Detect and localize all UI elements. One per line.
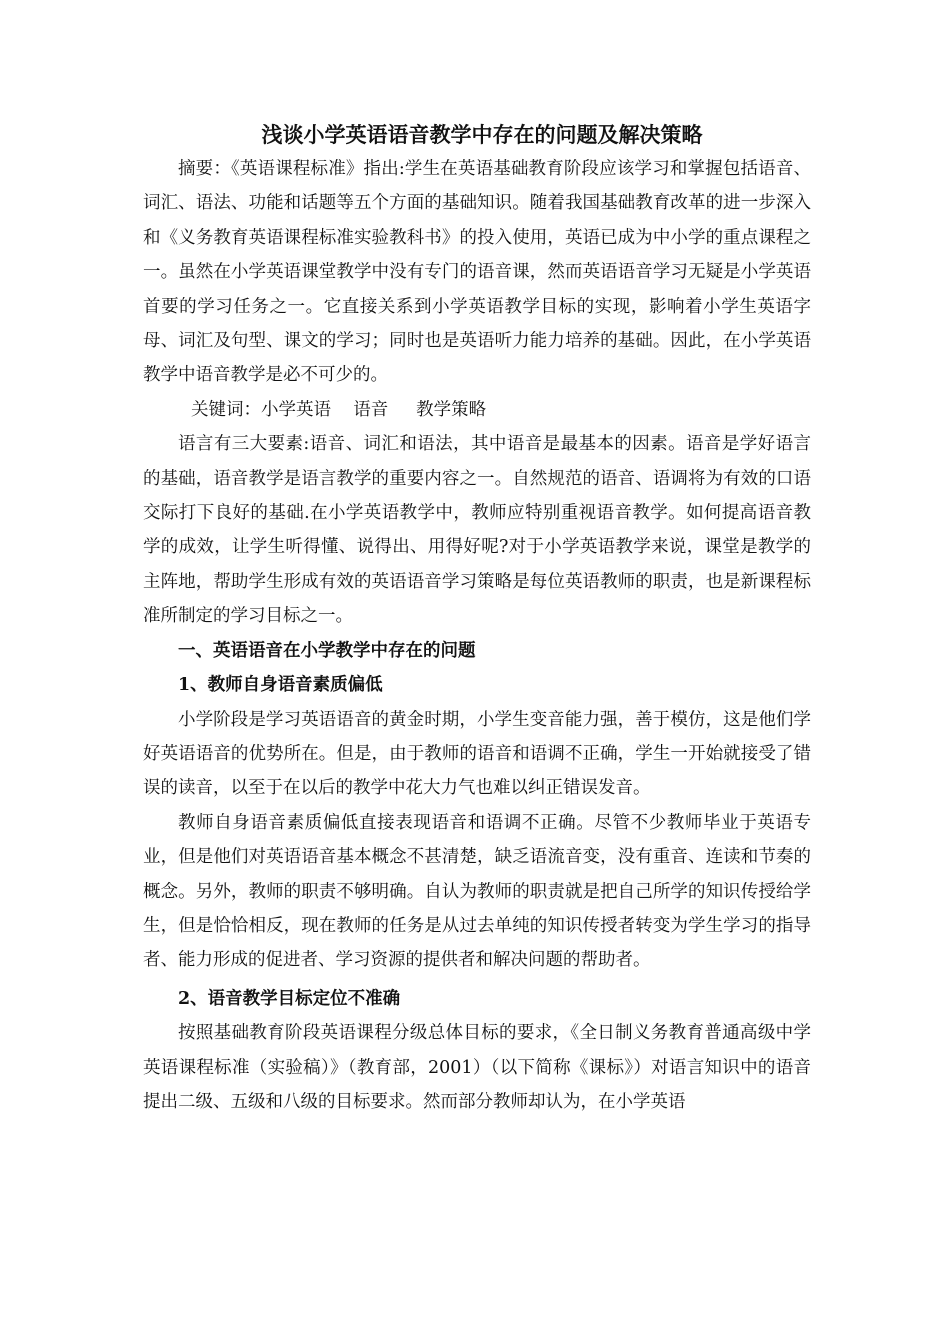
abstract-paragraph: 摘要：《英语课程标准》指出:学生在英语基础教育阶段应该学习和掌握包括语音、词汇、语法、功能和话题等五个方面的基础知识。随着我国基础教育改革的进一步深入和《义务教育英语课程标准实验教科书》的投入使用，英语已成为中小学的重点课程之一。虽然在小学英语课堂教学中没有专门的语音课，然而英语语音学习无疑是小学英语首要的学习任务之一。它直接关系到小学英语教学目标的实现，影响着小学生英语字母、词汇及句型、课文的学习；同时也是英语听力能力培养的基础。因此，在小学英语教学中语音教学是必不可少的。 [143,159,811,386]
document-title: 浅谈小学英语语音教学中存在的问题及解决策略 [261,122,703,147]
subsection-1-paragraph-2: 教师自身语音素质偏低直接表现语音和语调不正确。尽管不少教师毕业于英语专业，但是他们对英语语音基本概念不甚清楚，缺乏语流音变，没有重音、连读和节奏的概念。另外，教师的职责不够明确。自认为教师的职责就是把自己所学的知识传授给学生，但是恰恰相反，现在教师的任务是从过去单纯的知识传授者转变为学生学习的指导者、能力形成的促进者、学习资源的提供者和解决问题的帮助者。 [143,812,811,971]
subsection-2-paragraph-1: 按照基础教育阶段英语课程分级总体目标的要求，《全日制义务教育普通高级中学英语课程标准（实验稿）》（教育部，2001）（以下简称《课标》）对语言知识中的语音提出二级、五级和八级的目标要求。然而部分教师却认为，在小学英语 [143,1023,811,1112]
subsection-heading-1: 1、教师自身语音素质偏低 [178,675,383,696]
intro-paragraph: 语言有三大要素:语音、词汇和语法，其中语音是最基本的因素。语音是学好语言的基础，语音教学是语言教学的重要内容之一。自然规范的语音、语调将为有效的口语交际打下良好的基础.在小学英语教学中，教师应特别重视语音教学。如何提高语音教学的成效，让学生听得懂、说得出、用得好呢?对于小学英语教学来说，课堂是教学的主阵地，帮助学生形成有效的英语语音学习策略是每位英语教师的职责，也是新课程标准所制定的学习目标之一。 [143,434,811,627]
subsection-1-paragraph-1: 小学阶段是学习英语语音的黄金时期，小学生变音能力强，善于模仿，这是他们学好英语语音的优势所在。但是，由于教师的语音和语调不正确，学生一开始就接受了错误的读音，以至于在以后的教学中花大力气也难以纠正错误发音。 [143,709,811,799]
section-heading-1: 一、英语语音在小学教学中存在的问题 [178,640,476,661]
subsection-heading-2: 2、语音教学目标定位不准确 [178,988,401,1009]
document-body [143,118,811,1119]
keywords-line: 关键词：小学英语 语音 教学策略 [191,399,487,420]
